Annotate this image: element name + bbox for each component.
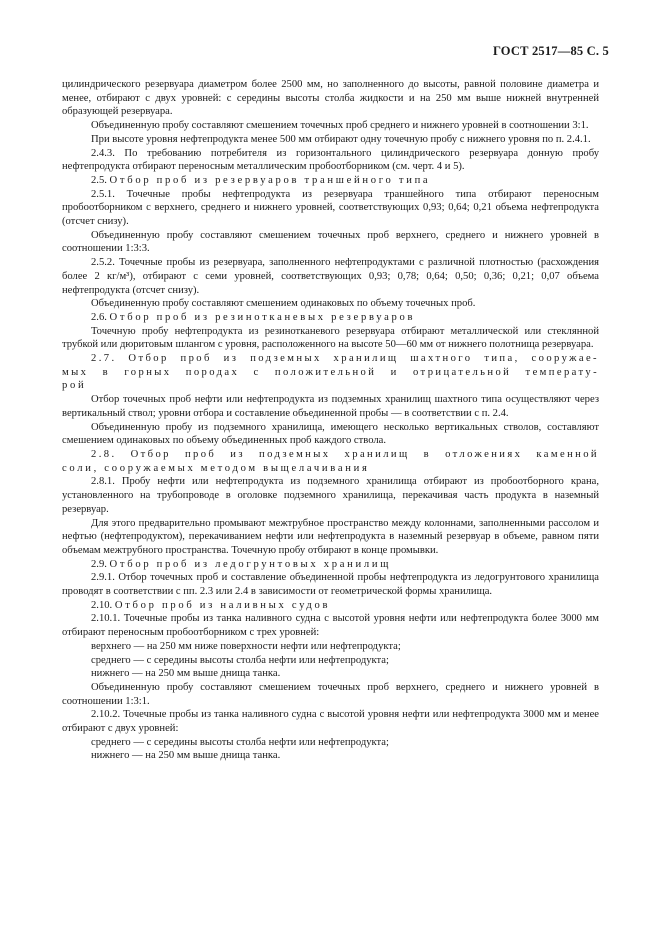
paragraph: 2.5.1. Точечные пробы нефтепродукта из резервуара траншейного типа отбирают переносным пробоотборником с верхнего, среднего и нижнего уровней, соответствующих 0,93; 0,64; 0,21 объема нефтепродукта (отсчет снизу). — [62, 188, 599, 228]
section-heading-2-5 — [62, 174, 599, 188]
list-item: верхнего — на 250 мм ниже поверхности нефти или нефтепродукта; — [91, 640, 401, 652]
paragraph: 2.5.2. Точечные пробы из резервуара, заполненного нефтепродуктами с различной плотностью (расхождения более 2 кг/м³), отбирают с семи уровней, соответствующих 0,93; 0,78; 0,64; 0,50; 0,36; 0,21; 0,07 объема нефтепродукта (отсчет снизу). — [62, 257, 599, 296]
document-body — [62, 78, 599, 763]
section-title-line: Отбор проб из подземных хранилищ в отложениях каменной — [130, 448, 599, 460]
section-number: 2.8. — [91, 448, 117, 460]
section-title-line: Отбор проб из подземных хранилищ шахтного типа, сооружае- — [128, 353, 599, 365]
paragraph: Объединенную пробу составляют смешением точечных проб верхнего, среднего и нижнего уровней в соотношении 1:3:3. — [62, 229, 599, 255]
paragraph: Для этого предварительно промывают межтрубное пространство между колоннами, заполненными рассолом и нефтью (нефтепродуктом), перекачиванием нефти или нефтепродукта в наземный резервуар в объеме, равном пяти объемам межтрубного пространства. Точечную пробу отбирают в конце промывки. — [62, 517, 599, 556]
paragraph: При высоте уровня нефтепродукта менее 500 мм отбирают одну точечную пробу с нижнего уровня по п. 2.4.1. — [91, 133, 591, 145]
section-title: Отбор проб из резервуаров траншейного типа — [109, 174, 431, 186]
paragraph: Объединенную пробу составляют смешением точечных проб среднего и нижнего уровней в соотношении 3:1. — [91, 120, 589, 132]
paragraph: Объединенную пробу из подземного хранилища, имеющего несколько вертикальных стволов, составляют смешением одинаковых по объему объединенных проб каждого ствола. — [62, 421, 599, 447]
section-heading-2-6 — [62, 311, 599, 325]
paragraph: 2.10.2. Точечные пробы из танка наливного судна с высотой уровня нефти или нефтепродукта 3000 мм и менее отбирают с двух уровней: — [62, 709, 599, 735]
list-item: нижнего — на 250 мм выше днища танка. — [91, 750, 281, 762]
paragraph: Отбор точечных проб нефти или нефтепродукта из подземных хранилищ шахтного типа осуществляют через вертикальный ствол; уровни отбора и составление объединенной пробы — в соответствии с п. 2.4. — [62, 394, 599, 419]
list-item: нижнего — на 250 мм выше днища танка. — [91, 668, 281, 680]
section-title-line: мых в горных породах с положительной и отрицательной температу- — [62, 366, 599, 378]
section-number: 2.10. — [91, 599, 113, 611]
paragraph: Точечную пробу нефтепродукта из резинотканевого резервуара отбирают металлической или стеклянной трубкой или дюритовым шлангом с уровня, расположенного на высоте 50—60 мм от нижнего полотнища резервуара. — [62, 325, 599, 351]
list-item: среднего — с середины высоты столба нефти или нефтепродукта; — [91, 736, 389, 748]
section-heading-2-7 — [62, 352, 599, 366]
section-number: 2.7. — [91, 353, 117, 365]
section-title: Отбор проб из ледогрунтовых хранилищ — [109, 558, 392, 570]
list-item: среднего — с середины высоты столба нефти или нефтепродукта; — [91, 654, 389, 666]
section-number: 2.6. — [91, 311, 107, 323]
page-header: ГОСТ 2517—85 С. 5 — [492, 44, 609, 58]
paragraph: Объединенную пробу составляют смешением точечных проб верхнего, среднего и нижнего уровней в соотношении 1:3:1. — [62, 681, 599, 707]
section-number: 2.5. — [91, 174, 107, 186]
paragraph: цилиндрического резервуара диаметром более 2500 мм, но заполненного до высоты, равной половине диаметра и менее, отбирают с двух уровней: с середины высоты столба жидкости и на 250 мм выше нижней внутренней образующей резервуара. — [62, 79, 599, 118]
section-number: 2.9. — [91, 558, 107, 570]
section-title: Отбор проб из наливных судов — [114, 599, 331, 611]
paragraph: 2.8.1. Пробу нефти или нефтепродукта из подземного хранилища отбирают из пробоотборного крана, установленного на трубопроводе в оголовке подземного хранилища, перекачивая часть продукта в наземный резервуар. — [62, 476, 599, 515]
section-heading-2-9 — [62, 558, 599, 572]
section-heading-2-8 — [62, 448, 599, 462]
paragraph: 2.10.1. Точечные пробы из танка наливного судна с высотой уровня нефти или нефтепродукта более 3000 мм отбирают переносным пробоотборником с трех уровней: — [62, 613, 599, 639]
paragraph: 2.4.3. По требованию потребителя из горизонтального цилиндрического резервуара донную пробу нефтепродукта отбирают переносным металлическим пробоотборником (см. черт. 4 и 5). — [62, 147, 599, 173]
section-heading-2-10 — [62, 599, 599, 613]
section-title: Отбор проб из резинотканевых резервуаров — [109, 311, 416, 323]
paragraph: Объединенную пробу составляют смешением одинаковых по объему точечных проб. — [91, 298, 476, 310]
section-title-line: рой — [62, 380, 87, 392]
section-title-line: соли, сооружаемых методом выщелачивания — [62, 462, 370, 474]
paragraph: 2.9.1. Отбор точечных проб и составление объединенной пробы нефтепродукта из ледогрунтового хранилища проводят в соответствии с пп. 2.3 или 2.4 в зависимости от геометрической формы хранилища. — [62, 572, 599, 598]
